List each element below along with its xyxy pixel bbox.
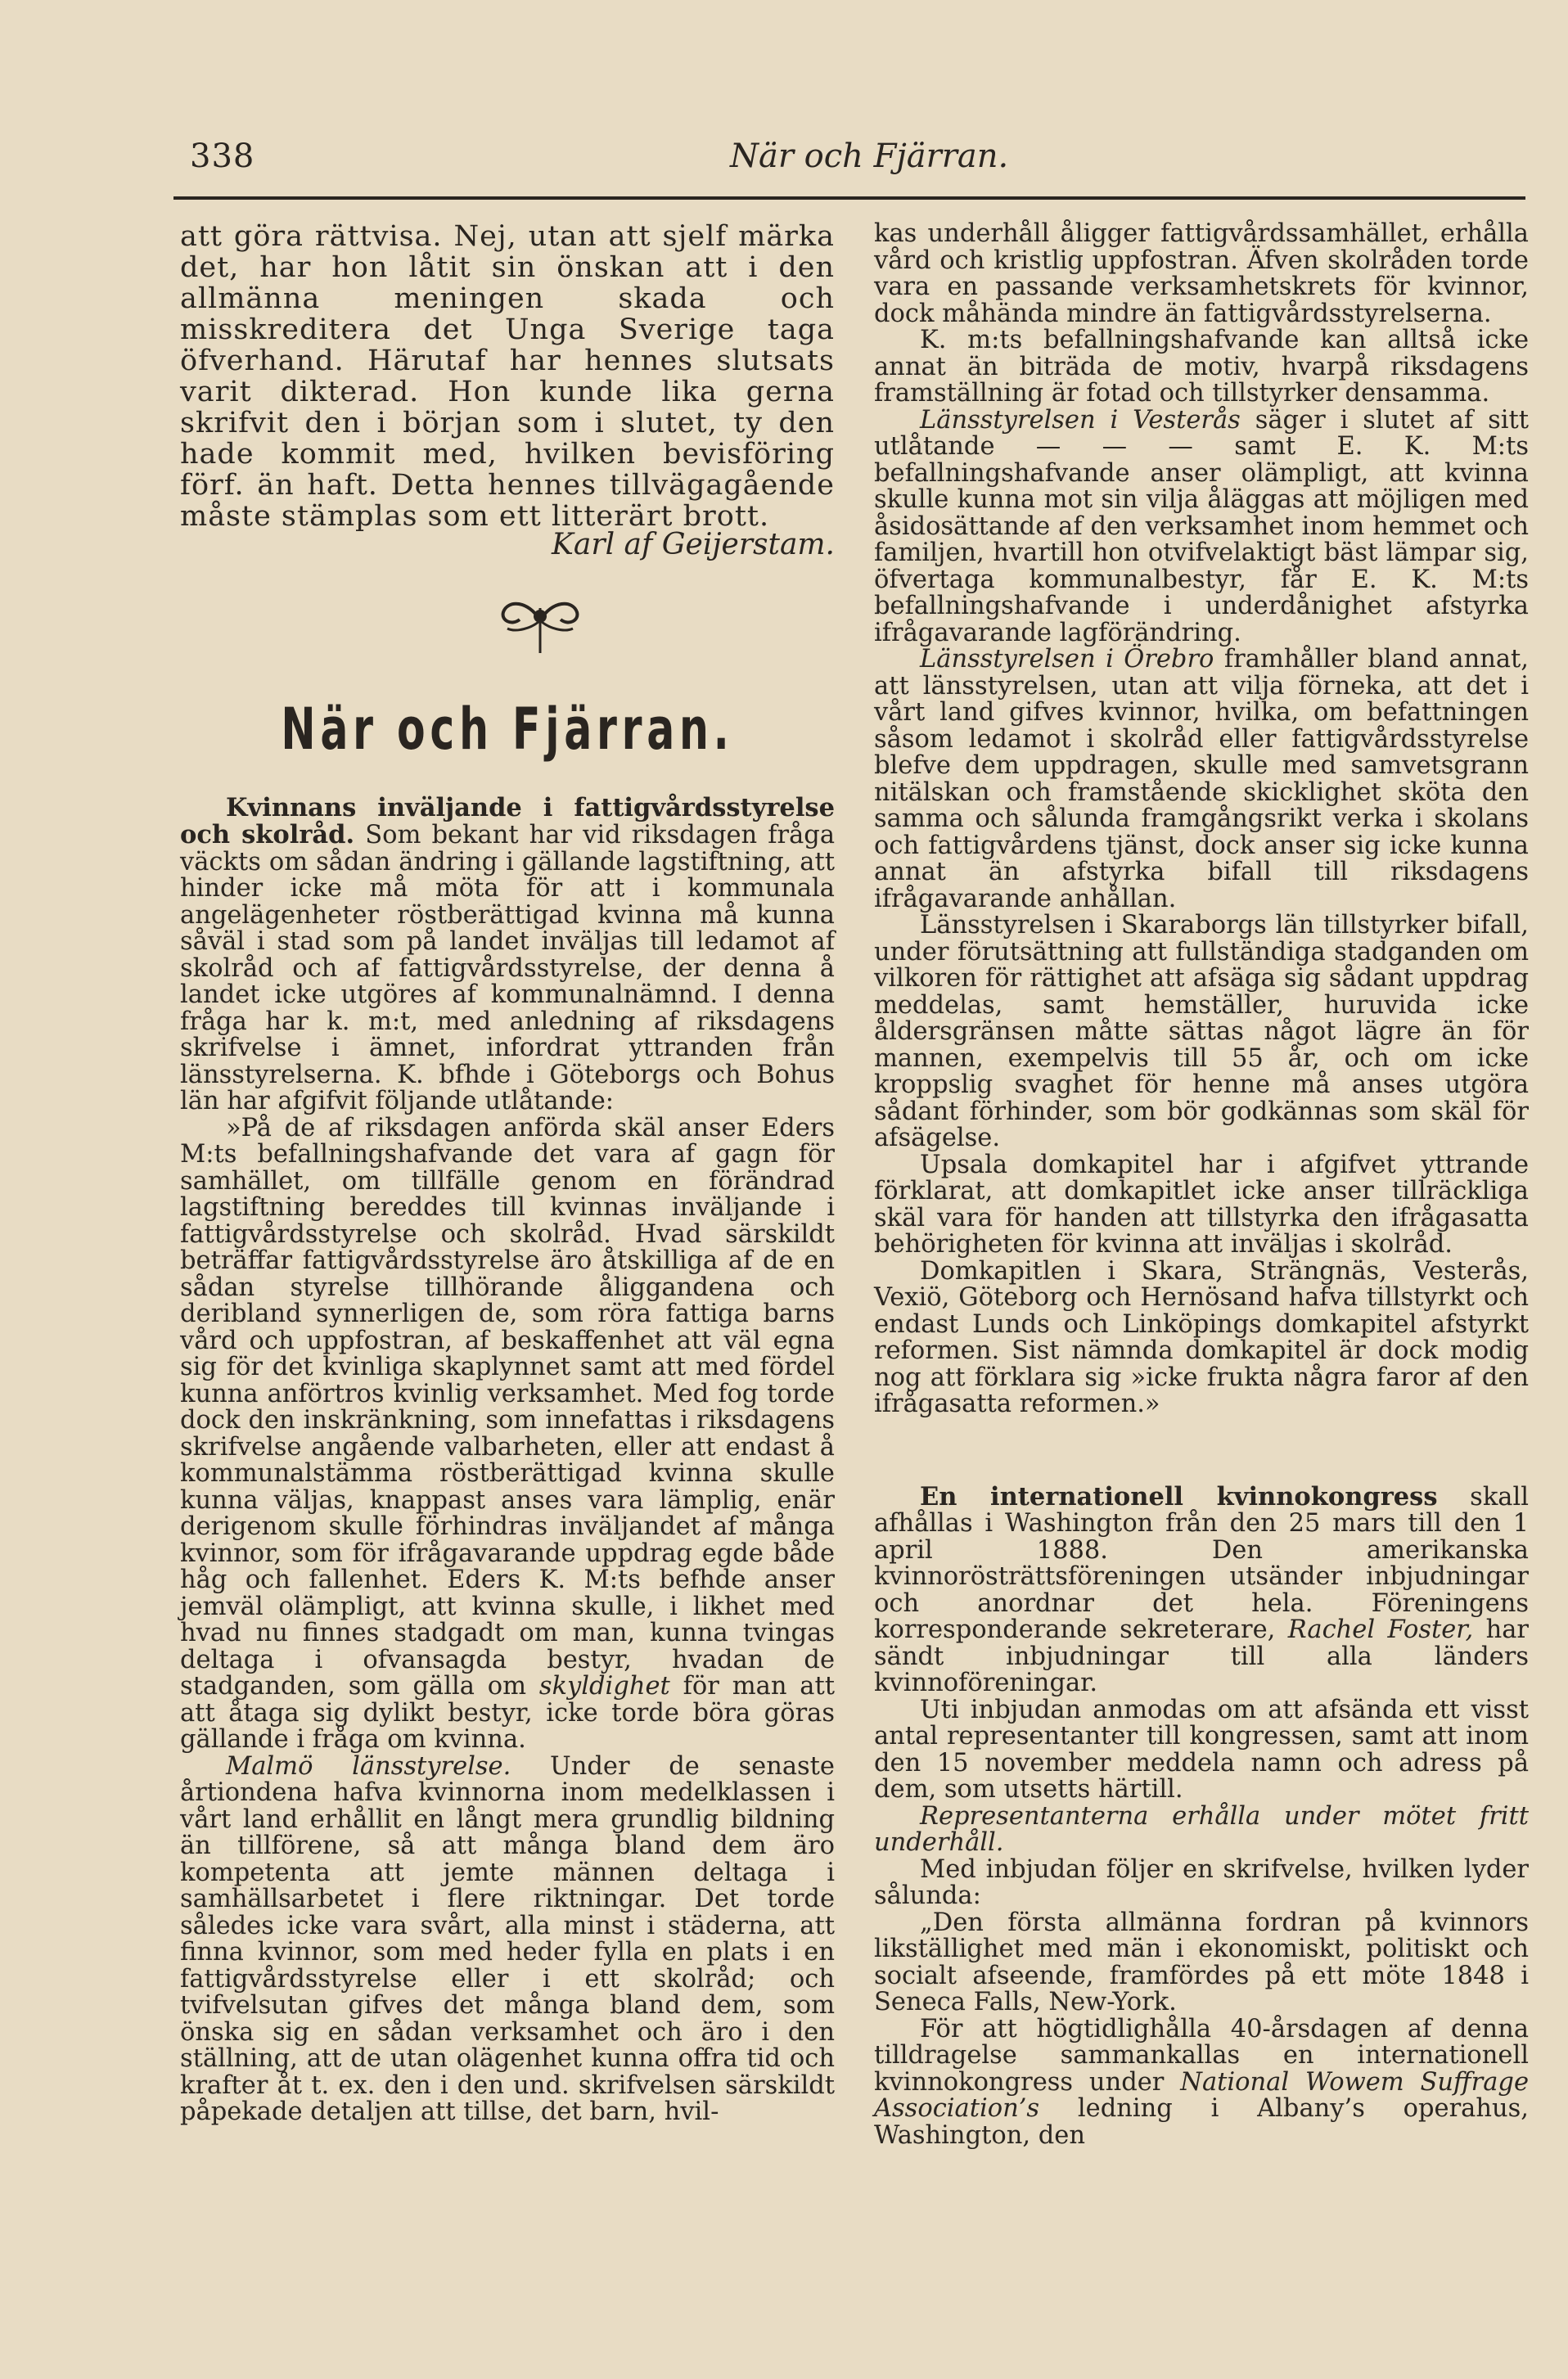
intro-paragraph: att göra rättvisa. Nej, utan att sjelf märka det, har hon låtit sin önskan att i den allmänna meningen skada och misskreditera det Unga Sverige taga öfverhand. Härutaf har hennes slutsats varit dikterad. Hon kunde lika gerna skrifvit den i början som i slutet, ty den hade kommit med, hvilken bevisföring förf. än haft. Detta hennes tillvägagående måste stämplas som ett litterärt brott. (180, 220, 835, 533)
flourish-ornament-icon (483, 583, 597, 657)
section-gap (874, 1418, 1529, 1484)
article-2-paragraph-5: „Den första allmänna fordran på kvinnors likställighet med män i ekonomiskt, politiskt och socialt afseende, framfördes på ett möte 1848 i Seneca Falls, New-York. (874, 1908, 1529, 2016)
article-2-paragraph-3: Representanterna erhålla under mötet fritt underhåll. (874, 1801, 1529, 1857)
left-column (180, 221, 835, 2126)
article-1-heading: Kvinnans inväljande i fattigvårdsstyrelse och skolråd. (180, 792, 835, 849)
article-2-paragraph-4: Med inbjudan följer en skrifvelse, hvilken lyder sålunda: (874, 1854, 1529, 1910)
article-2-paragraph-2: Uti inbjudan anmodas om att afsända ett visst antal representanter till kongressen, samt att inom den 15 november meddela namn och adress på dem, som utsetts härtill. (874, 1695, 1529, 1804)
page-header (190, 137, 1527, 187)
article-1-paragraph-10: Domkapitlen i Skara, Strängnäs, Vesterås, Vexiö, Göteborg och Hernösand hafva tillstyrkt och endast Lunds och Linköpings domkapitel afstyrkt reformen. Sist nämnda domkapitel är dock modig nog att förklara sig »icke frukta några faror af den ifrågasatta reformen.» (874, 1256, 1529, 1418)
article-1-paragraph-3: Malmö länsstyrelse. Under de senaste årtiondena hafva kvinnorna inom medelklassen i vårt land erhållit en långt mera grundlig bildning än tillförene, så att många bland dem äro kompetenta att jemte männen deltaga i samhällsarbetet i flere riktningar. Det torde således icke vara svårt, alla minst i städerna, att finna kvinnor, som med heder fylla en plats i en fattigvårdsstyrelse eller i ett skolråd; och tvifvelsutan gifves det många bland dem, som önska sig en sådan verksamhet och äro i den ställning, att de utan olägenhet kunna offra tid och krafter åt t. ex. den i den und. skrifvelsen särskildt påpekade detaljen att tillse, det barn, hvil- (180, 1751, 835, 2126)
article-1-paragraph-5: K. m:ts befallningshafvande kan alltså icke annat än biträda de motiv, hvarpå riksdagens framställning är fotad och tillstyrker densamma. (874, 326, 1529, 408)
page-number: 338 (190, 137, 255, 175)
header-rule (173, 196, 1525, 200)
article-1-paragraph-7: Länsstyrelsen i Örebro framhåller bland annat, att länsstyrelsen, utan att vilja förneka, att det i vårt land gifves kvinnor, hvilka, om befattningen såsom ledamot i skolråd eller fattigvårdsstyrelse blefve dem uppdragen, skulle med samvetsgrann nitälskan och framstående skicklighet sköta den samma och sålunda framgångsrikt verka i skolans och fattigvårdens tjänst, dock anser sig icke kunna annat än afstyrka bifall till riksdagens ifrågavarande anhållan. (874, 645, 1529, 913)
article-1-paragraph-6: Länsstyrelsen i Vesterås säger i slutet af sitt utlåtande — — — samt E. K. M:ts befallningshafvande anser olämpligt, att kvinna skulle kunna mot sin vilja åläggas att möjligen med åsidosättande af den verksamhet inom hemmet och familjen, hvartill hon otvifvelaktigt bäst lämpar sig, öfvertaga kommunalbestyr, får E. K. M:ts befallningshafvande i underdånighet afstyrka ifrågavarande lagförändring. (874, 405, 1529, 647)
article-2-paragraph-6: För att högtidlighålla 40-årsdagen af denna tilldragelse sammankallas en internationell kvinnokongress under National Wowem Suffrage Association’s ledning i Albany’s operahus, Washington, den (874, 2014, 1530, 2150)
running-title: När och Fjärran. (730, 137, 1009, 175)
article-1-paragraph-8: Länsstyrelsen i Skaraborgs län tillstyrker bifall, under förutsättning att fullständiga stadganden om vilkoren för rättighet att afsäga sig sådant uppdrag meddelas, samt hemställer, huruvida icke åldersgränsen måtte sättas något lägre än för mannen, exempelvis till 55 år, och om icke kroppslig svaghet för henne må anses utgöra sådant förhinder, som bör godkännas som skäl för afsägelse. (874, 911, 1529, 1152)
section-title: När och Fjärran. (281, 695, 734, 763)
right-column (874, 221, 1529, 2149)
article-1-paragraph-2: »På de af riksdagen anförda skäl anser Eders M:ts befallningshafvande det vara af gagn för samhället, om tillfälle genom en förändrad lagstiftning bereddes till kvinnas inväljande i fattigvårdsstyrelse och skolråd. Hvad särskildt beträffar fattigvårdsstyrelse äro åtskilliga af de en sådan styrelse tillhörande åliggandena och deribland synnerligen de, som röra fattiga barns vård och uppfostran, af beskaffenhet att väl egna sig för det kvinliga skaplynnet samt att med fördel kunna anförtros kvinlig verksamhet. Med fog torde dock den inskränkning, som innefattas i riksdagens skrifvelse angående valbarheten, eller att endast å kommunalstämma röstberättigad kvinna skulle kunna väljas, knappast anses vara lämplig, enär derigenom skulle förhindras inväljandet af många kvinnor, som för ifrågavarande uppdrag egde både håg och fallenhet. Eders K. M:ts befhde anser jemväl olämpligt, att kvinna skulle, i likhet med hvad nu finnes stadgadt om man, kunna tvingas deltaga i ofvansagda bestyr, hvadan de stadganden, som gälla om skyldighet för man att att åtaga sig dylikt bestyr, icke torde böra göras gällande i fråga om kvinna. (180, 1113, 836, 1754)
article-1-paragraph-9: Upsala domkapitel har i afgifvet yttrande förklarat, att domkapitlet icke anser tillräckliga skäl vara för handen att tillstyrka den ifrågasatta behörigheten för kvinna att inväljas i skolråd. (874, 1150, 1529, 1259)
article-1-paragraph-4: kas underhåll åligger fattigvårdssamhället, erhålla vård och kristlig uppfostran. Äfven skolråden torde vara en passande verksamhetskrets för kvinnor, dock måhända mindre än fattigvårdsstyrelserna. (874, 219, 1529, 328)
article-2-heading: En internationell kvinnokongress (920, 1481, 1438, 1512)
article-1-paragraph-1: Kvinnans inväljande i fattigvårdsstyrelse och skolråd. Som bekant har vid riksdagen fråga väckts om sådan ändring i gällande lagstiftning, att hinder icke må möta för att i kommunala angelägenheter röstberättigad kvinna må kunna såväl i stad som på landet inväljas till ledamot af skolråd och af fattigvårdsstyrelse, der denna å landet icke utgöres af kommunalnämnd. I denna fråga har k. m:t, med anledning af riksdagens skrifvelse i ämnet, infordrat yttranden från länsstyrelserna. K. bfhde i Göteborgs och Bohus län har afgifvit följande utlåtande: (180, 792, 835, 1115)
article-2-paragraph-1: En internationell kvinnokongress skall afhållas i Washington från den 25 mars till den 1 april 1888. Den amerikanska kvinnorösträttsföreningen utsänder inbjudningar och anordnar det hela. Föreningens korresponderande sekreterare, Rachel Foster, har sändt inbjudningar till alla länders kvinnoföreningar. (874, 1481, 1529, 1697)
signature: Karl af Geijerstam. (552, 528, 835, 561)
